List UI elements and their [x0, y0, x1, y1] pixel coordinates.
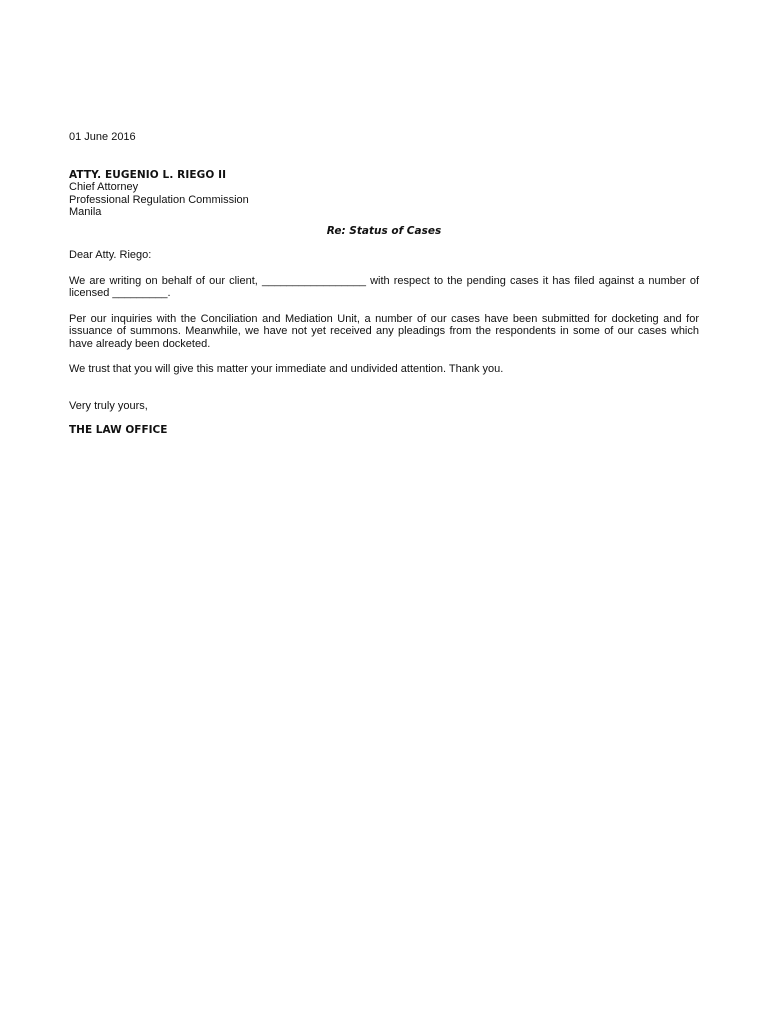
recipient-city: Manila	[69, 206, 102, 218]
letter-date: 01 June 2016	[69, 131, 136, 143]
body-paragraph-3: We trust that you will give this matter your immediate and undivided attention. Thank you.	[69, 363, 504, 375]
letter-page	[69, 131, 699, 437]
signature: THE LAW OFFICE	[69, 424, 168, 436]
recipient-block	[69, 169, 699, 219]
body-paragraph-2: Per our inquiries with the Conciliation and Mediation Unit, a number of our cases have been submitted for docketing and for issuance of summons. Meanwhile, we have not yet received any pleadings from the respondents in some of our cases which have already been docketed.	[69, 312, 699, 350]
recipient-name: ATTY. EUGENIO L. RIEGO II	[69, 168, 227, 181]
closing: Very truly yours,	[69, 399, 148, 412]
subject-line: Re: Status of Cases	[326, 224, 442, 237]
recipient-title: Chief Attorney	[69, 181, 139, 193]
recipient-organization: Professional Regulation Commission	[69, 193, 249, 206]
salutation: Dear Atty. Riego:	[69, 249, 152, 261]
body-paragraph-1: We are writing on behalf of our client, _________________ with respect to the pending cases it has filed against a number of licensed _________.	[69, 274, 699, 299]
